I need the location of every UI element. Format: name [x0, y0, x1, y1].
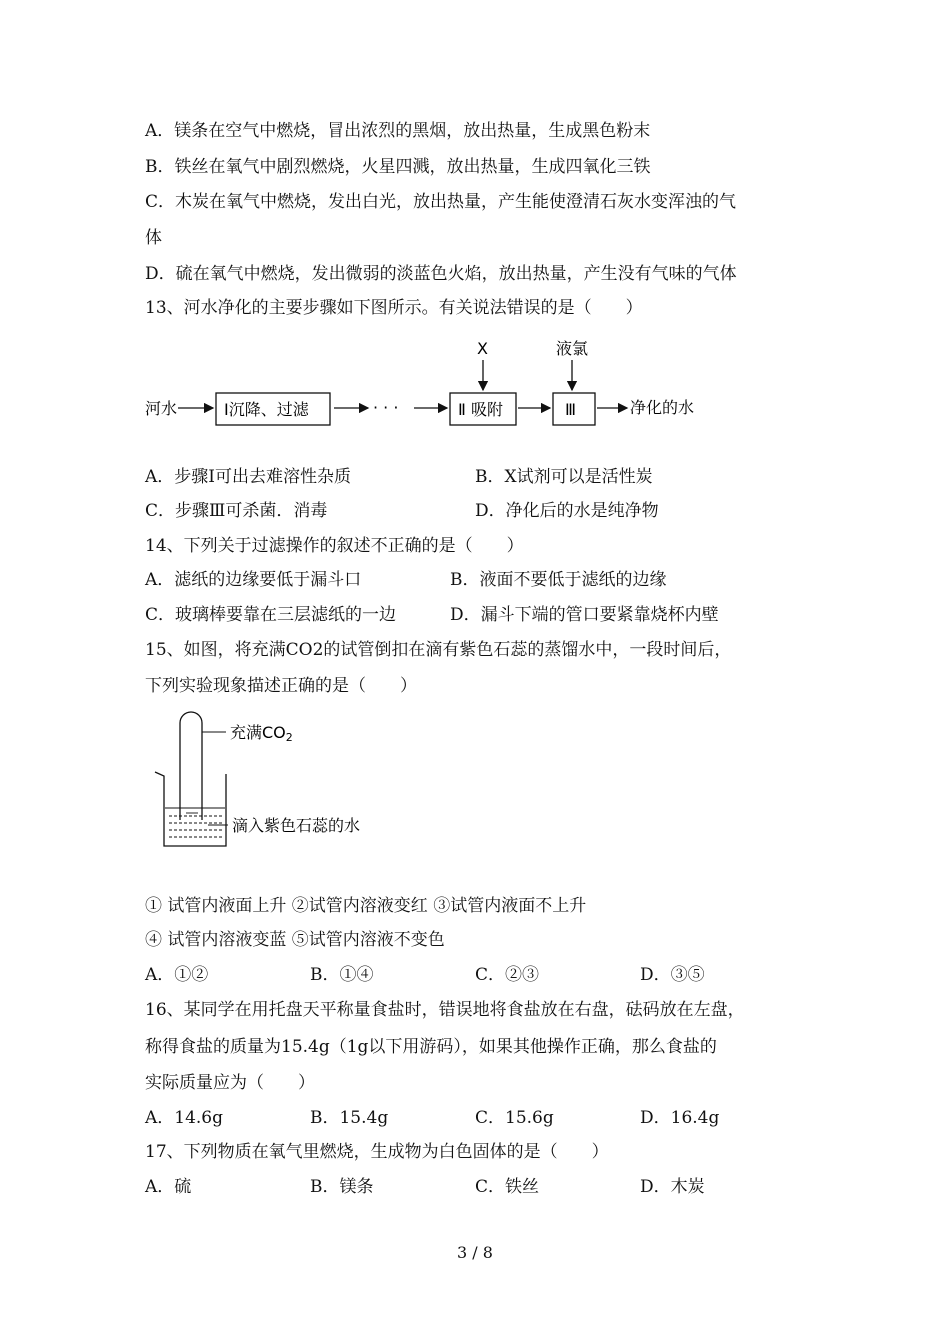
q14-stem: 14、下列关于过滤操作的叙述不正确的是（ ） — [145, 536, 524, 556]
q14-option-b: B．液面不要低于滤纸的边缘 — [450, 570, 667, 590]
water-purification-diagram — [140, 335, 710, 435]
q16-option-b: B．15.4g — [310, 1108, 389, 1128]
q15-statements-line1: ① 试管内液面上升 ②试管内溶液变红 ③试管内液面不上升 — [145, 896, 587, 916]
beaker — [155, 772, 226, 846]
page-number: 3 / 8 — [457, 1243, 493, 1262]
q16-option-d: D．16.4g — [640, 1108, 720, 1128]
step2-label: Ⅱ 吸附 — [458, 400, 503, 419]
q17-stem: 17、下列物质在氧气里燃烧，生成物为白色固体的是（ ） — [145, 1142, 609, 1162]
q17-option-c: C．铁丝 — [475, 1177, 540, 1197]
q15-stem-line2: 下列实验现象描述正确的是（ ） — [145, 676, 417, 696]
q14-option-a: A．滤纸的边缘要低于漏斗口 — [145, 570, 362, 590]
diagram-dots: · · · — [373, 398, 399, 417]
q14-option-c: C．玻璃棒要靠在三层滤纸的一边 — [145, 605, 397, 625]
q15-option-d: D．③⑤ — [640, 965, 705, 985]
diagram-output-label: 净化的水 — [630, 398, 695, 417]
q15-option-b: B．①④ — [310, 965, 374, 985]
q12-option-a: A．镁条在空气中燃烧，冒出浓烈的黑烟，放出热量，生成黑色粉末 — [145, 121, 651, 141]
q17-option-d: D．木炭 — [640, 1177, 705, 1197]
step1-label: Ⅰ沉降、过滤 — [224, 400, 309, 419]
q15-option-c: C．②③ — [475, 965, 540, 985]
q15-statements-line2: ④ 试管内溶液变蓝 ⑤试管内溶液不变色 — [145, 930, 445, 950]
q12-option-c-line1: C．木炭在氧气中燃烧，发出白光，放出热量，产生能使澄清石灰水变浑浊的气 — [145, 192, 737, 212]
reagent-chlorine-label: 液氯 — [556, 339, 589, 358]
q15-stem-line1: 15、如图，将充满CO2的试管倒扣在滴有紫色石蕊的蒸馏水中，一段时间后， — [145, 640, 732, 660]
test-tube — [180, 712, 202, 820]
q16-option-c: C．15.6g — [475, 1108, 554, 1128]
tube-label: 充满CO2 — [230, 723, 293, 744]
q13-option-c: C．步骤Ⅲ可杀菌．消毒 — [145, 501, 328, 521]
q15-option-a: A．①② — [145, 965, 209, 985]
q12-option-b: B．铁丝在氧气中剧烈燃烧，火星四溅，放出热量，生成四氧化三铁 — [145, 157, 651, 177]
q17-option-b: B．镁条 — [310, 1177, 374, 1197]
q16-option-a: A．14.6g — [145, 1108, 224, 1128]
q17-option-a: A．硫 — [145, 1177, 192, 1197]
q16-stem-line3: 实际质量应为（ ） — [145, 1073, 315, 1093]
q13-stem: 13、河水净化的主要步骤如下图所示。有关说法错误的是（ ） — [145, 298, 643, 318]
water-label: 滴入紫色石蕊的水 — [232, 816, 361, 835]
q13-option-a: A．步骤Ⅰ可出去难溶性杂质 — [145, 467, 351, 487]
q16-stem-line2: 称得食盐的质量为15.4g（1g以下用游码），如果其他操作正确，那么食盐的 — [145, 1037, 717, 1057]
q12-option-d: D．硫在氧气中燃烧，发出微弱的淡蓝色火焰，放出热量，产生没有气味的气体 — [145, 264, 737, 284]
q14-option-d: D．漏斗下端的管口要紧靠烧杯内壁 — [450, 605, 719, 625]
q13-option-b: B．X试剂可以是活性炭 — [475, 467, 653, 487]
q16-stem-line1: 16、某同学在用托盘天平称量食盐时，错误地将食盐放在右盘，砝码放在左盘， — [145, 1000, 745, 1020]
q13-option-d: D．净化后的水是纯净物 — [475, 501, 659, 521]
q12-option-c-line2: 体 — [145, 228, 162, 248]
step3-label: Ⅲ — [565, 400, 577, 419]
reagent-x-label: X — [477, 339, 488, 358]
diagram-input-label: 河水 — [145, 399, 178, 418]
co2-test-tube-figure — [150, 710, 390, 855]
